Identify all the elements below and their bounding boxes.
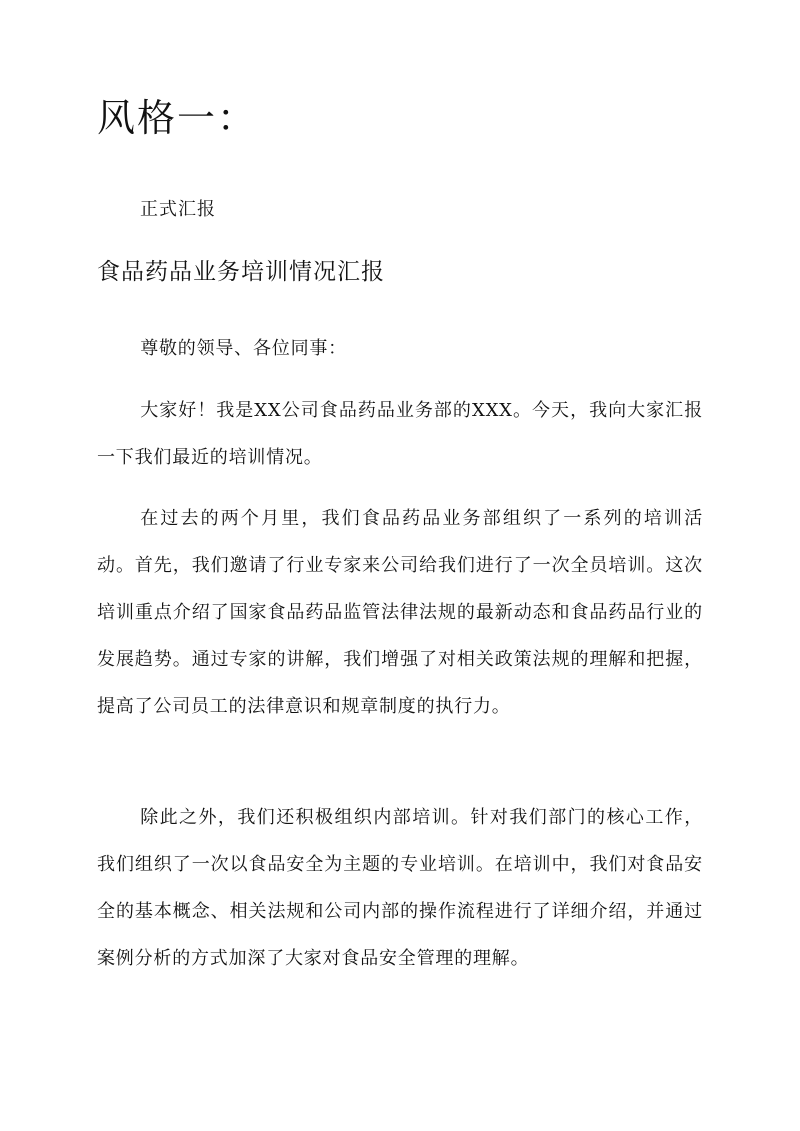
body-paragraph: 除此之外，我们还积极组织内部培训。针对我们部门的核心工作，我们组织了一次以食品安全为主题的专业培训。在培训中，我们对食品安全的基本概念、相关法规和公司内部的操作流程进行了详细介绍，并通过案例分析的方式加深了大家对食品安全管理的理解。 bbox=[97, 807, 703, 969]
body-paragraph: 在过去的两个月里，我们食品药品业务部组织了一系列的培训活动。首先，我们邀请了行业专家来公司给我们进行了一次全员培训。这次培训重点介绍了国家食品药品监管法律法规的最新动态和食品药品行业的发展趋势。通过专家的讲解，我们增强了对相关政策法规的理解和把握，提高了公司员工的法律意识和规章制度的执行力。 bbox=[97, 508, 703, 717]
document-type: 正式汇报 bbox=[140, 199, 216, 220]
body-paragraph: 大家好！我是XX公司食品药品业务部的XXX。今天，我向大家汇报一下我们最近的培训情况。 bbox=[97, 400, 703, 468]
document-title: 食品药品业务培训情况汇报 bbox=[97, 259, 385, 285]
salutation: 尊敬的领导、各位同事： bbox=[140, 338, 347, 359]
style-heading: 风格一： bbox=[97, 96, 258, 140]
